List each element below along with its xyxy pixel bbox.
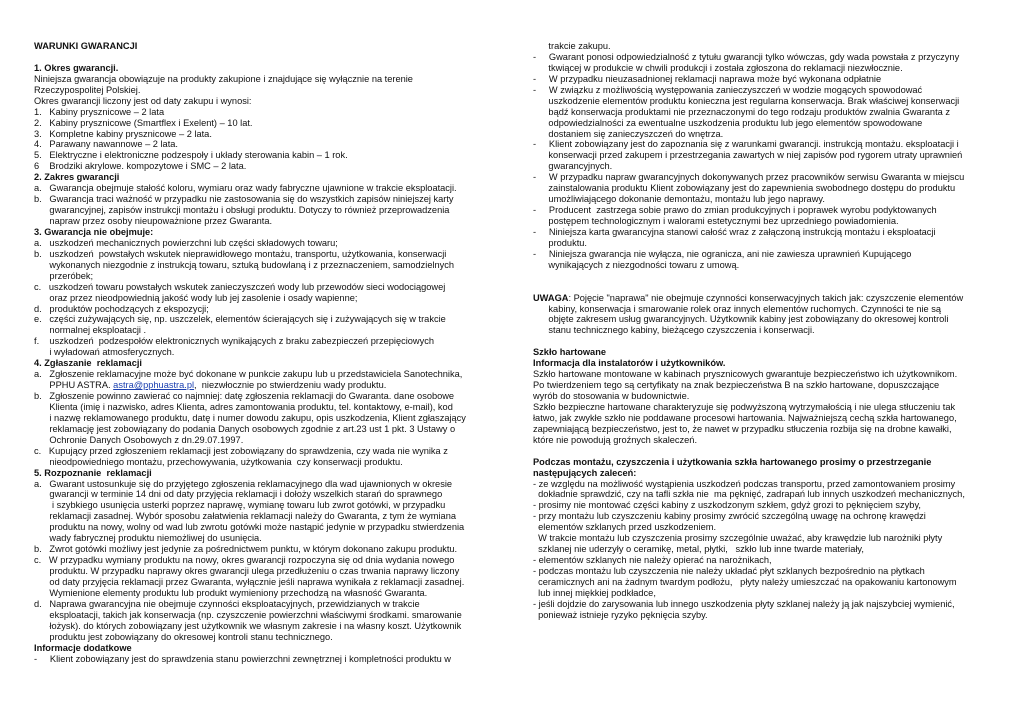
text-line	[34, 107, 504, 118]
text-line	[533, 304, 995, 315]
text-line	[34, 489, 504, 500]
line-text: ponieważ istnieje ryzyko pęknięcia szyby.	[533, 609, 708, 620]
line-text: 5. Elektryczne i elektroniczne podzespoły i układy sterowania kabin – 1 rok.	[34, 150, 348, 161]
text-line	[533, 599, 995, 610]
text-line	[34, 183, 504, 194]
line-text: b. uszkodzeń powstałych wskutek nieprawidłowego montażu, transportu, użytkowania, konserwacji	[34, 248, 447, 259]
text-line	[533, 457, 995, 468]
text-line	[34, 52, 504, 63]
text-line	[34, 304, 504, 315]
text-line	[34, 358, 504, 369]
line-text: które nie powodują groźnych skaleczeń.	[533, 434, 698, 445]
line-text: - W przypadku nieuzasadnionej reklamacji naprawa może być wykonana odpłatnie	[533, 73, 882, 84]
text-line	[34, 282, 504, 293]
line-text: - jeśli dojdzie do zarysowania lub innego uszkodzenia płyty szklanej należy ją jak najszybciej wymienić,	[533, 598, 955, 609]
text-line	[533, 391, 995, 402]
line-text: Wymienione elementy produktu lub produkt wymieniony przechodzą na własność Gwaranta.	[34, 587, 428, 598]
line-text: e. części zużywających się, np. uszczelek, elementów ścierających się i zużywających się w trakcie	[34, 314, 446, 325]
text-line	[533, 150, 995, 161]
text-line	[533, 479, 995, 490]
line-text: produktu na nowy, wolny od wad lub zwrotu gotówki może nastąpić jedynie w przypadku stwierdzenia	[34, 522, 465, 533]
line-text: b. Gwarancja traci ważność w przypadku nie zastosowania się do wszystkich zapisów niniejszej karty	[34, 194, 454, 205]
line-text: stanu technicznego kabiny, bieżącego czyszczenia i konserwacji.	[533, 325, 815, 336]
email-link[interactable]: astra@pphuastra.pl	[113, 380, 195, 391]
text-line	[34, 85, 504, 96]
line-text: dostaniem się zanieczyszczeń do wnętrza.	[533, 128, 724, 139]
line-text: objęte zakresem usług gwarancyjnych. Użytkownik kabiny jest zobowiązany do okresowej kontroli	[533, 314, 949, 325]
text-line	[34, 500, 504, 511]
text-line	[533, 413, 995, 424]
text-line	[533, 52, 995, 63]
line-text: umożliwiającego dokonanie demontażu, montażu lub jego naprawy.	[533, 194, 825, 205]
line-text: reklamację jest zobowiązany do podania Danych osobowych zgodnie z art.23 ust 1 pkt. 3 Ustawy o	[34, 423, 456, 434]
text-line	[34, 402, 504, 413]
line-text: - W związku z możliwością występowania zanieczyszczeń w wodzie mogących spowodować	[533, 84, 923, 95]
line-text: dokładnie sprawdzić, czy na tafli szkła nie ma pęknięć, zadrapań lub innych uszkodzeń mechanicznych,	[533, 489, 965, 500]
text-line	[34, 380, 504, 391]
text-line	[34, 293, 504, 304]
line-text: - Niniejsza gwarancja nie wyłącza, nie ogranicza, ani nie zawiesza uprawnień Kupującego	[533, 248, 912, 259]
text-line	[533, 107, 995, 118]
line-text: - Klient zobowiązany jest do sprawdzenia stanu powierzchni zewnętrznej i kompletności produktu w	[34, 653, 451, 664]
line-text: trakcie zakupu.	[533, 41, 611, 51]
text-line	[34, 369, 504, 380]
line-text: następujących zaleceń:	[533, 467, 637, 478]
text-line	[533, 129, 995, 140]
line-text: Szkło hartowane montowane w kabinach prysznicowych gwarantuje bezpieczeństwo ich użytkownikom.	[533, 369, 958, 380]
line-text: - Niniejsza karta gwarancyjna stanowi całość wraz z załączoną instrukcją montażu i eksploatacji	[533, 226, 936, 237]
text-line	[533, 544, 995, 555]
text-line	[34, 511, 504, 522]
text-line	[533, 293, 995, 304]
text-line	[34, 238, 504, 249]
text-line	[34, 249, 504, 260]
text-line	[533, 500, 995, 511]
text-line	[533, 172, 995, 183]
line-text: 6 Brodziki akrylowe. kompozytowe i SMC – 2 lata.	[34, 161, 247, 172]
text-line	[533, 533, 995, 544]
line-text: odpowiedzialności za ewentualne uszkodzenia produktu lub jego elementów spowodowane	[533, 117, 923, 128]
text-line	[533, 446, 995, 457]
text-line	[533, 161, 995, 172]
line-text: PPHU ASTRA.	[34, 380, 114, 391]
line-text: 5. Rozpoznanie reklamacji	[34, 467, 152, 478]
line-text-after: : Pojęcie "naprawa" nie obejmuje czynności konserwacyjnych takich jak: czyszczenie elementów	[568, 292, 964, 303]
text-line	[533, 271, 995, 282]
line-text: - Producent zastrzega sobie prawo do zmian produkcyjnych i poprawek wyrobu podyktowanych	[533, 205, 937, 216]
text-line	[34, 347, 504, 358]
text-line	[34, 522, 504, 533]
text-line	[533, 249, 995, 260]
text-line	[533, 238, 995, 249]
line-text: wady fabrycznej produktu niemożliwej do usunięcia.	[34, 533, 262, 544]
text-line	[34, 314, 504, 325]
text-line	[533, 577, 995, 588]
text-line	[34, 194, 504, 205]
line-text: konserwacji przed zakupem i przestrzegania zawartych w niej zapisów pod rygorem utraty uprawnień	[533, 150, 963, 161]
line-text: Szkło hartowane	[533, 347, 606, 358]
text-line	[533, 402, 995, 413]
text-line	[533, 194, 995, 205]
text-line	[533, 588, 995, 599]
text-line	[34, 479, 504, 490]
text-line	[533, 555, 995, 566]
line-text: - przy montażu lub czyszczeniu kabiny prosimy zwrócić szczególną uwagę na ochronę krawędzi	[533, 511, 926, 522]
line-text: zapewniającą bezpieczeństwo, jest to, że nawet w przypadku stłuczenia rozbija się na drobne kawałki,	[533, 423, 952, 434]
text-line	[34, 555, 504, 566]
line-text: a. uszkodzeń mechanicznych powierzchni lub części składowych towaru;	[34, 237, 338, 248]
line-text: kabiny, konserwacja i smarowanie rolek oraz innych elementów ruchomych. Czynności te nie są	[533, 303, 942, 314]
line-text: - Klient zobowiązany jest do zapoznania się z warunkami gwarancji. instrukcją montażu. eksploatacji i	[533, 139, 959, 150]
line-text: nieodpowiedniego montażu, przechowywania, użytkowania czy konserwacji produktu.	[34, 456, 403, 467]
line-text: - ze względu na możliwość wystąpienia uszkodzeń podczas transportu, przed zamontowaniem prosimy	[533, 478, 956, 489]
line-text: napraw przez osoby nieupoważnione przez Gwaranta.	[34, 216, 273, 226]
line-text: Ochronie Danych Osobowych z dn.29.07.1997.	[34, 434, 244, 445]
text-line	[533, 139, 995, 150]
text-line	[533, 183, 995, 194]
text-line	[533, 566, 995, 577]
text-line	[34, 544, 504, 555]
text-line	[533, 468, 995, 479]
line-text: a. Gwarant ustosunkuje się do przyjętego zgłoszenia reklamacyjnego dla wad ujawnionych w okresie	[34, 478, 453, 489]
text-line	[533, 216, 995, 227]
text-line	[34, 424, 504, 435]
line-text: łatwo, jak zwykłe szkło nie poddawane procesowi hartowania. Najważniejszą cechą szkła hartowanego,	[533, 412, 957, 423]
line-text-after: , niezwłocznie po stwierdzeniu wady produktu.	[194, 380, 387, 391]
line-text: wykonanych niezgodnie z instrukcją towaru, sztuką budowlaną i z przeznaczeniem, samodzielnych	[34, 259, 455, 270]
line-text: produktu. W przypadku naprawy okres gwarancji ulega przedłużeniu o czas trwania naprawy liczony	[34, 566, 460, 576]
text-line	[34, 118, 504, 129]
text-line	[533, 74, 995, 85]
text-line	[533, 85, 995, 96]
text-line	[34, 172, 504, 183]
line-text: i nazwę reklamowanego produktu, datę i numer dowodu zakupu, opis uszkodzenia, Klient zgłaszający	[34, 412, 466, 423]
right-column	[533, 41, 995, 621]
text-line	[34, 41, 504, 52]
line-text: c. uszkodzeń towaru powstałych wskutek zanieczyszczeń wody lub przewodów sieci wodociągowej	[34, 281, 446, 292]
line-text: gwarancyjnych.	[533, 161, 613, 172]
text-line	[533, 96, 995, 107]
text-line	[34, 271, 504, 282]
left-column	[34, 41, 504, 664]
line-text: Rzeczypospolitej Polskiej.	[34, 84, 141, 95]
text-line	[34, 336, 504, 347]
text-line	[533, 369, 995, 380]
line-text: Okres gwarancji liczony jest od daty zakupu i wynosi:	[34, 95, 252, 106]
line-text: 3. Kompletne kabiny prysznicowe – 2 lata.	[34, 128, 212, 139]
text-line	[34, 599, 504, 610]
line-text: - Gwarant ponosi odpowiedzialność z tytułu gwarancji tylko wówczas, gdy wada powstała z przyczyny	[533, 51, 960, 62]
line-text: 1. Kabiny prysznicowe – 2 lata	[34, 106, 165, 117]
line-text: c. W przypadku wymiany produktu na nowy, okres gwarancji rozpoczyna się od dnia wydania nowego	[34, 555, 455, 566]
line-text: d. produktów pochodzących z ekspozycji;	[34, 303, 209, 314]
line-text: Niniejsza gwarancja obowiązuje na produkty zakupione i znajdujące się wyłącznie na terenie	[34, 73, 413, 84]
text-line	[34, 74, 504, 85]
text-line	[34, 468, 504, 479]
text-line	[34, 435, 504, 446]
text-line	[34, 533, 504, 544]
line-text: - W przypadku napraw gwarancyjnych dokonywanych przez pracowników serwisu Gwaranta w miejscu	[533, 172, 965, 183]
line-text: 4. Zgłaszanie reklamacji	[34, 358, 142, 369]
line-text: 3. Gwarancja nie obejmuje:	[34, 226, 154, 237]
line-text: od daty przyjęcia reklamacji przez Gwaranta, wyłącznie jeśli naprawa wynikała z reklamacji zasadnej.	[34, 576, 465, 587]
line-text: wynikających z niezgodności towaru z umową.	[533, 259, 740, 270]
line-text: d. Naprawa gwarancyjna nie obejmuje czynności eksploatacyjnych, przewidzianych w trakcie	[34, 598, 420, 609]
text-line	[533, 118, 995, 129]
line-text: szklanej nie uderzyły o ceramikę, metal, płytki, szkło lub inne twarde materiały,	[533, 544, 864, 555]
line-text: produktu.	[533, 237, 587, 248]
line-text: - podczas montażu lub czyszczenia nie należy układać płyt szklanych bezpośrednio na płytkach	[533, 566, 925, 576]
text-line	[533, 260, 995, 271]
line-text: b. Zwrot gotówki możliwy jest jedynie za pośrednictwem punktu, w którym dokonano zakupu produktu.	[34, 544, 458, 555]
text-line	[34, 325, 504, 336]
text-line	[34, 260, 504, 271]
line-text: produktu jest zobowiązany do okresowej kontroli stanu technicznego.	[34, 631, 333, 642]
text-line	[533, 227, 995, 238]
text-line	[34, 391, 504, 402]
line-text: Szkło bezpieczne hartowane charakteryzuje się podwyższoną wytrzymałością i nie ulega stłuczeniu tak	[533, 401, 956, 412]
text-line	[533, 314, 995, 325]
text-line	[34, 621, 504, 632]
line-text: zainstalowania produktu Klient zobowiązany jest do zapewnienia swobodnego dostępu do produktu	[533, 183, 956, 194]
text-line	[533, 511, 995, 522]
line-text: i szybkiego usunięcia usterki poprzez naprawę, wymianę towaru lub zwrot gotówki, w przypadku	[34, 500, 446, 511]
line-text: a. Zgłoszenie reklamacyjne może być dokonane w punkcie zakupu lub u przedstawiciela Sanotechnika,	[34, 369, 463, 380]
text-line	[34, 446, 504, 457]
line-text: elementów szklanych przed uszkodzeniem.	[533, 522, 717, 533]
line-text: b. Zgłoszenie powinno zawierać co najmniej: datę zgłoszenia reklamacji do Gwaranta. dane osobowe	[34, 391, 455, 401]
text-line	[34, 632, 504, 643]
line-text: oraz przez nieodpowiednią jakość wody lub jej zasolenie i osady wapienne;	[34, 292, 358, 303]
line-text: 4. Parawany nawannowe – 2 lata.	[34, 139, 178, 150]
text-line	[533, 424, 995, 435]
text-line	[533, 610, 995, 621]
line-text: a. Gwarancja obejmuje stałość koloru, wymiaru oraz wady fabryczne ujawnione w trakcie eksploatacji.	[34, 183, 457, 194]
text-line	[533, 347, 995, 358]
text-line	[533, 489, 995, 500]
line-text: tkwiącej w produkcie w chwili produkcji i została zgłoszona do reklamacji niezwłocznie.	[533, 62, 903, 73]
text-line	[34, 577, 504, 588]
text-line	[34, 161, 504, 172]
text-line	[34, 150, 504, 161]
line-text: przeróbek;	[34, 270, 94, 281]
line-text: gwarancji w terminie 14 dni od daty przyjęcia reklamacji i dołoży wszelkich starań do sprawnego	[34, 489, 443, 500]
line-text: postępem technologicznym i walorami estetycznymi bez uprzedniego powiadomienia.	[533, 216, 899, 226]
line-text: ceramicznych ani na żadnym twardym podłożu, płyty należy umieszczać na opakowaniu kartonowym	[533, 576, 957, 587]
text-line	[34, 654, 504, 665]
line-text: Klienta (imię i nazwisko, adres Klienta, adres zamontowania produktu, tel. kontaktowy, e-mail), kod	[34, 401, 453, 412]
line-text: WARUNKI GWARANCJI	[34, 41, 138, 51]
text-line	[34, 227, 504, 238]
line-text: 2. Kabiny prysznicowe (Smartflex i Exelent) – 10 lat.	[34, 117, 253, 128]
line-text: W trakcie montażu lub czyszczenia prosimy szczególnie uważać, aby krawędzie lub narożniki płyty	[533, 533, 943, 544]
line-text: wyrób do stosowania w budownictwie.	[533, 391, 690, 401]
line-text: i wyładowań atmosferycznych.	[34, 347, 175, 358]
line-text: 2. Zakres gwarancji	[34, 172, 120, 183]
text-line	[533, 325, 995, 336]
text-line	[34, 205, 504, 216]
line-text: łożysk). do których zobowiązany jest użytkownik we własnym zakresie i na własny koszt. Użytkownik	[34, 620, 462, 631]
text-line	[533, 41, 995, 52]
text-line	[34, 139, 504, 150]
line-text: bądź konserwacja produktami nie przeznaczonymi do tego rodzaju produktów zwalnia Gwaranta z	[533, 106, 950, 117]
text-line	[34, 610, 504, 621]
line-text: Informacja dla instalatorów i użytkowników.	[533, 358, 726, 369]
line-text: Informacje dodatkowe	[34, 642, 132, 653]
line-text: 1. Okres gwarancji.	[34, 62, 119, 73]
line-text: Podczas montażu, czyszczenia i użytkowania szkła hartowanego prosimy o przestrzeganie	[533, 456, 932, 467]
text-line	[34, 643, 504, 654]
line-text: reklamacji zasadnej. Wybór sposobu załatwienia reklamacji należy do Gwaranta, z tym że wymiana	[34, 511, 456, 522]
line-text: - elementów szklanych nie należy opierać na narożnikach,	[533, 555, 772, 566]
text-line	[34, 588, 504, 599]
text-line	[533, 358, 995, 369]
line-text: UWAGA	[533, 292, 569, 303]
text-line	[34, 566, 504, 577]
text-line	[533, 282, 995, 293]
text-line	[34, 63, 504, 74]
line-text: - prosimy nie montować części kabiny z uszkodzonym szkłem, gdyż grozi to pęknięciem szyby,	[533, 500, 921, 511]
text-line	[533, 380, 995, 391]
text-line	[533, 336, 995, 347]
line-text: eksploatacji, takich jak konserwacja (np. czyszczenie powierzchni właściwymi środkami. smarowanie	[34, 609, 462, 620]
line-text: normalnej eksploatacji .	[34, 325, 147, 336]
line-text: gwarancyjnej, zapisów instrukcji montażu i obsługi produktu. Dotyczy to również przeprowadzenia	[34, 205, 450, 216]
text-line	[533, 435, 995, 446]
line-text: c. Kupujący przed zgłoszeniem reklamacji jest zobowiązany do sprawdzenia, czy wada nie wynika z	[34, 445, 448, 456]
text-line	[533, 522, 995, 533]
line-text: f. uszkodzeń podzespołów elektronicznych wynikających z braku zabezpieczeń przepięciowych	[34, 336, 435, 347]
text-line	[34, 96, 504, 107]
text-line	[533, 63, 995, 74]
line-text: Po twierdzeniem tego są certyfikaty na znak bezpieczeństwa B na szkło hartowane, dopuszczające	[533, 380, 940, 391]
text-line	[533, 205, 995, 216]
line-text: uszkodzenie elementów produktu konieczna jest regularna konserwacja. Brak właściwej konserwacji	[533, 95, 960, 106]
text-line	[34, 129, 504, 140]
line-text: lub innej miękkiej podkładce,	[533, 587, 656, 598]
text-line	[34, 457, 504, 468]
text-line	[34, 413, 504, 424]
text-line	[34, 216, 504, 227]
